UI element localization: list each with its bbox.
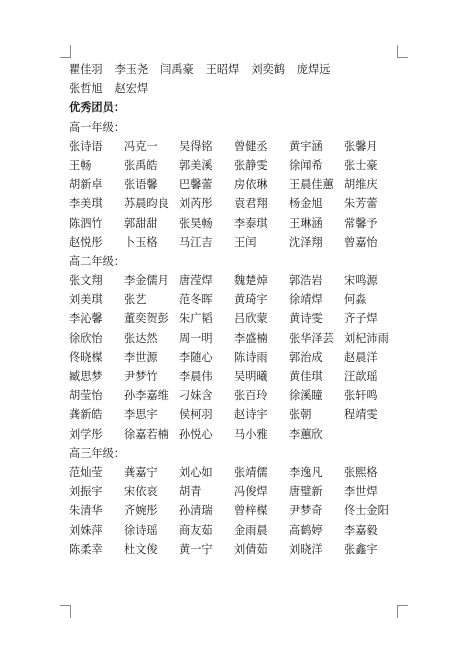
student-name: 吴明曦 (234, 370, 268, 383)
name-row (69, 348, 399, 367)
student-name: 李玉尧 (114, 63, 149, 76)
name-row (69, 367, 399, 386)
student-name: 张达然 (124, 331, 158, 345)
name-row (69, 425, 399, 444)
student-name: 朱广韬 (179, 312, 213, 326)
student-name: 吴得铭 (179, 139, 213, 153)
name-row (69, 137, 399, 156)
name-row (69, 463, 399, 482)
student-name: 董奕贺彭 (124, 312, 169, 326)
student-name: 李金儒月 (124, 274, 169, 288)
student-name: 常馨予 (344, 216, 378, 230)
student-name: 朱清华 (69, 504, 103, 518)
student-name: 宋鸣源 (344, 274, 378, 288)
student-name: 唐滢焊 (179, 274, 213, 288)
student-name: 龚新皓 (69, 408, 103, 422)
student-name: 刘芮彤 (179, 197, 213, 211)
student-name: 张艺 (124, 293, 147, 307)
student-name: 刘晓洋 (289, 542, 323, 556)
name-row (69, 271, 399, 290)
student-name: 张百玲 (234, 389, 268, 403)
name-row (69, 540, 399, 559)
name-row (69, 482, 399, 501)
student-name: 齐婉彤 (124, 504, 158, 518)
student-name: 李蕙欣 (289, 427, 323, 441)
student-name: 巴馨蕾 (179, 178, 213, 192)
grades-list (69, 118, 399, 559)
student-name: 宋依哀 (124, 485, 158, 499)
student-name: 李沁馨 (69, 312, 103, 326)
name-row (69, 309, 399, 328)
crop-mark-top-left (60, 45, 71, 58)
student-name: 臧思梦 (69, 370, 103, 383)
student-name: 程靖雯 (344, 408, 378, 422)
grade-label: 高三年级： (69, 446, 125, 460)
student-name: 佟士金阳 (344, 504, 389, 518)
section-title: 优秀团员： (69, 101, 125, 115)
student-name: 曾梓楳 (234, 504, 268, 518)
student-name: 杜文俊 (124, 542, 158, 556)
student-name: 李思宇 (124, 408, 158, 422)
student-name: 朱芳蕾 (344, 197, 378, 211)
student-name: 刘心如 (179, 465, 213, 479)
student-name: 冯俊焊 (234, 485, 268, 499)
grade-label: 高二年级： (69, 254, 125, 268)
grade-label: 高一年级： (69, 120, 125, 134)
student-name: 徐闻希 (289, 158, 323, 172)
name-row (69, 521, 399, 540)
student-name: 郭治成 (289, 350, 323, 364)
student-name: 胡青 (179, 485, 202, 499)
student-name: 陈泗竹 (69, 216, 103, 230)
continued-name-line (69, 60, 399, 79)
student-name: 金雨晨 (234, 523, 268, 537)
student-name: 侯柯羽 (179, 408, 213, 422)
student-name: 张士豪 (344, 158, 378, 172)
name-row (69, 386, 399, 405)
student-name: 张静雯 (234, 158, 268, 172)
student-name: 汪歆瑶 (344, 370, 378, 383)
student-name: 马小雅 (234, 427, 268, 441)
student-name: 高鹤婷 (289, 523, 323, 537)
student-name: 刘杞沛雨 (344, 331, 389, 345)
student-name: 李逸凡 (289, 465, 323, 479)
student-name: 黄一宁 (179, 542, 213, 556)
name-row (69, 233, 399, 252)
student-name: 唐璧新 (289, 485, 323, 499)
student-name: 刘姝萍 (69, 523, 103, 537)
student-name: 黄诗雯 (289, 312, 323, 326)
student-name: 瞿佳羽 (69, 63, 103, 76)
student-name: 陈柔幸 (69, 542, 103, 556)
student-name: 王畅 (69, 158, 92, 172)
student-name: 张禹皓 (124, 158, 158, 172)
student-name: 佟晓楳 (69, 350, 103, 364)
student-name: 黄宇涵 (289, 139, 323, 153)
student-name: 张文翔 (69, 274, 103, 288)
student-name: 龚嘉宁 (124, 465, 158, 479)
student-name: 徐嘉若楠 (124, 427, 169, 441)
student-name: 郭浩岩 (289, 274, 323, 288)
student-name: 张熙格 (344, 465, 378, 479)
student-name: 郭美溪 (179, 158, 213, 172)
student-name: 沈泽翔 (289, 235, 323, 249)
student-name: 卜玉格 (124, 235, 158, 249)
student-name: 张馨月 (344, 139, 378, 153)
student-name: 张轩鸣 (344, 389, 378, 403)
student-name: 刘倩茹 (234, 542, 268, 556)
student-name: 郭甜甜 (124, 216, 158, 230)
student-name: 袁君翔 (234, 197, 268, 211)
student-name: 何淼 (344, 293, 367, 307)
student-name: 黄佳琪 (289, 370, 323, 383)
student-name: 齐子焊 (344, 312, 378, 326)
student-name: 马江吉 (179, 235, 213, 249)
student-name: 范冬晖 (179, 293, 213, 307)
student-name: 孙悦心 (179, 427, 213, 441)
student-name: 李盛楠 (234, 331, 268, 345)
name-row (69, 405, 399, 424)
student-name: 陈诗雨 (234, 350, 268, 364)
student-name: 商友茹 (179, 523, 213, 537)
student-name: 徐诗瑶 (124, 523, 158, 537)
student-name: 吕欣蒙 (234, 312, 268, 326)
student-name: 李随心 (179, 350, 213, 364)
student-name: 孙李嘉维 (124, 389, 169, 403)
student-name: 李泰琪 (234, 216, 268, 230)
student-name: 胡新卓 (69, 178, 103, 192)
student-name: 胡维庆 (344, 178, 378, 192)
student-name: 房依琳 (234, 178, 268, 192)
student-name: 张语馨 (124, 178, 158, 192)
student-name: 张华泽芸 (289, 331, 334, 345)
student-name: 王晨佳蕙 (289, 178, 334, 192)
student-name: 闫禹豪 (160, 63, 194, 76)
student-name: 范灿莹 (69, 465, 103, 479)
student-name: 王琳涵 (289, 216, 323, 230)
student-name: 张诗语 (69, 139, 103, 153)
student-name: 杨金旭 (289, 197, 323, 211)
student-name: 刘学彤 (69, 427, 103, 441)
crop-mark-top-right (397, 45, 408, 58)
crop-mark-bottom-right (397, 605, 408, 618)
student-name: 赵诗宇 (234, 408, 268, 422)
student-name: 刘美琪 (69, 293, 103, 307)
continued-name-line (69, 79, 399, 98)
student-name: 尹梦竹 (124, 370, 158, 383)
student-name: 刁妹含 (179, 389, 213, 403)
student-name: 冯克一 (124, 139, 158, 153)
student-name: 孙清瑞 (179, 504, 213, 518)
document-body (69, 60, 399, 559)
student-name: 曾健丞 (234, 139, 268, 153)
name-row (69, 214, 399, 233)
student-name: 李美琪 (69, 197, 103, 211)
crop-mark-bottom-left (60, 605, 71, 618)
student-name: 张鑫宇 (344, 542, 378, 556)
student-name: 尹梦奇 (289, 504, 323, 518)
name-row (69, 501, 399, 520)
student-name: 张昊畅 (179, 216, 213, 230)
student-name: 赵晨洋 (344, 350, 378, 364)
student-name: 王闰 (234, 235, 257, 249)
student-name: 刘奕鹤 (251, 63, 285, 76)
name-row (69, 194, 399, 213)
student-name: 庞焊远 (296, 63, 331, 76)
name-row (69, 329, 399, 348)
name-row (69, 175, 399, 194)
student-name: 赵宏焊 (114, 82, 149, 96)
student-name: 李嘉毅 (344, 523, 378, 537)
student-name: 徐溪瞳 (289, 389, 323, 403)
student-name: 胡莹怡 (69, 389, 103, 403)
student-name: 王昭焊 (205, 63, 240, 76)
student-name: 赵悦彤 (69, 235, 103, 249)
student-name: 周一明 (179, 331, 213, 345)
student-name: 魏楚焯 (234, 274, 268, 288)
student-name: 李晨伟 (179, 370, 213, 383)
name-row (69, 290, 399, 309)
student-name: 李世焊 (344, 485, 378, 499)
student-name: 徐靖焊 (289, 293, 323, 307)
student-name: 李世源 (124, 350, 158, 364)
student-name: 张哲旭 (69, 82, 103, 96)
student-name: 曾嘉怡 (344, 235, 378, 249)
student-name: 刘振宇 (69, 485, 103, 499)
student-name: 张靖儒 (234, 465, 268, 479)
student-name: 张朝 (289, 408, 312, 422)
student-name: 黄琦宇 (234, 293, 268, 307)
name-row (69, 156, 399, 175)
student-name: 徐欣怡 (69, 331, 103, 345)
student-name: 苏晨昀良 (124, 197, 169, 211)
